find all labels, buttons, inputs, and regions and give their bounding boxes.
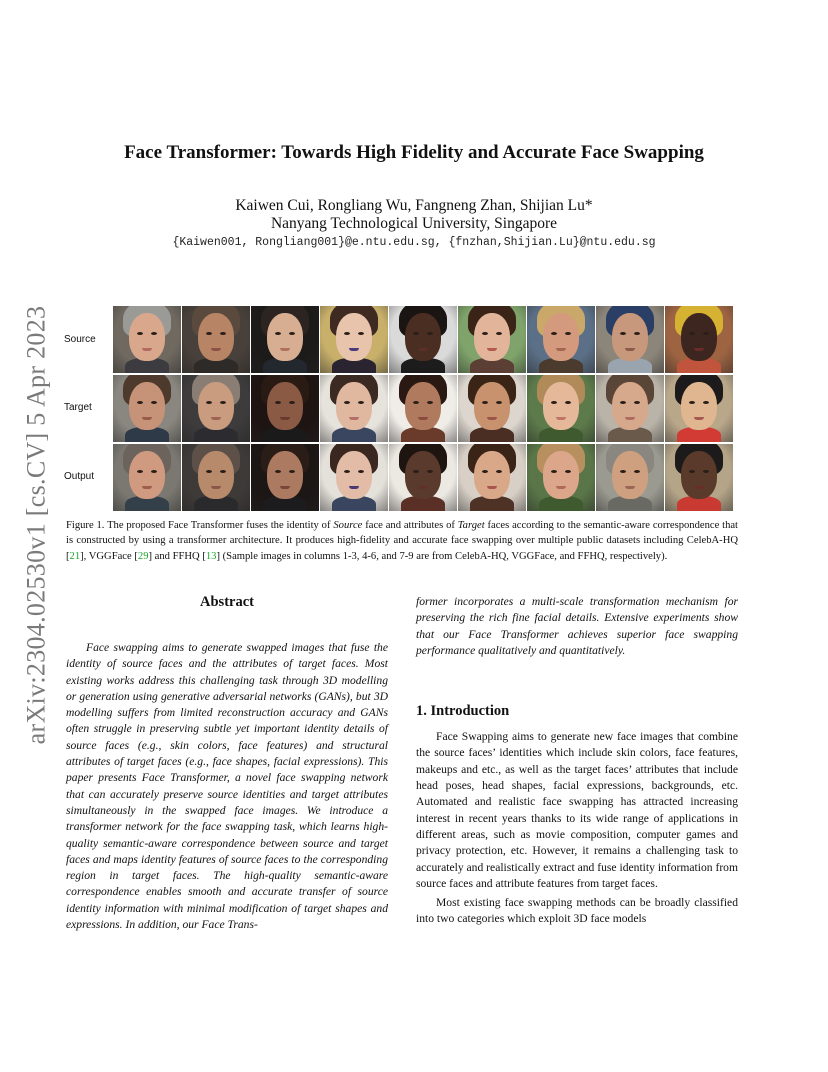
face-image	[113, 444, 181, 511]
caption-source-word: Source	[333, 520, 363, 531]
face-image	[320, 306, 388, 373]
citation-link[interactable]: 29	[137, 550, 149, 562]
row-label-target: Target	[64, 402, 92, 413]
face-image	[320, 444, 388, 511]
paper-title: Face Transformer: Towards High Fidelity and Accurate Face Swapping	[124, 142, 704, 163]
face-image	[320, 375, 388, 442]
arxiv-identifier-text: arXiv:2304.02530v1 [cs.CV] 5 Apr 2023	[21, 305, 50, 745]
face-image	[596, 306, 664, 373]
introduction-paragraph: Most existing face swapping methods can be broadly classified into two categories which exploit 3D face models	[416, 896, 738, 926]
face-image	[665, 306, 733, 373]
face-image	[596, 375, 664, 442]
figure-face-grid	[113, 306, 734, 511]
introduction-heading: 1. Introduction	[416, 703, 510, 720]
face-image	[527, 306, 595, 373]
abstract-heading: Abstract	[200, 594, 254, 610]
face-image	[389, 375, 457, 442]
face-image	[458, 306, 526, 373]
row-label-source: Source	[64, 334, 96, 345]
paper-emails: {Kaiwen001, Rongliang001}@e.ntu.edu.sg, {fnzhan,Shijian.Lu}@ntu.edu.sg	[172, 236, 656, 249]
face-image	[458, 375, 526, 442]
introduction-paragraph: Face Swapping aims to generate new face images that combine the source faces’ identities which include skin colors, face features, makeups and etc., as well as the target faces’ attributes that include head poses, head shapes, facial expressions, backgrounds, etc. Automated and realistic face swapping has attracted increasing interest in recent years thanks to its wide range of applications in different areas, such as movie composition, computer games and privacy protection, etc. However, it remains a challenging task to accurately and realistically extract and fuse identity information from source faces and attribute features from target faces.	[416, 730, 738, 890]
face-image	[596, 444, 664, 511]
arxiv-identifier	[20, 290, 52, 760]
abstract-continued: former incorporates a multi-scale transformation mechanism for preserving the rich fine facial details. Extensive experiments show that our Face Transformer achieves superior face swapping performance qualitatively and quantitatively.	[416, 595, 738, 657]
right-column	[416, 594, 738, 928]
face-image	[389, 306, 457, 373]
paper-authors: Kaiwen Cui, Rongliang Wu, Fangneng Zhan, Shijian Lu*	[235, 197, 593, 214]
face-image	[527, 444, 595, 511]
face-image	[251, 375, 319, 442]
face-image	[458, 444, 526, 511]
face-image	[182, 306, 250, 373]
citation-link[interactable]: 13	[205, 550, 217, 562]
face-image	[251, 306, 319, 373]
face-image	[389, 444, 457, 511]
face-image	[182, 375, 250, 442]
caption-target-word: Target	[457, 520, 485, 531]
paper-affiliation: Nanyang Technological University, Singapore	[270, 215, 558, 232]
face-image	[182, 444, 250, 511]
row-label-output: Output	[64, 471, 95, 482]
abstract-text: Face swapping aims to generate swapped images that fuse the identity of source faces and the attributes of target faces. Most existing works address this challenging task through 3D modelling or generation using generative adversarial networks (GANs), but 3D modelling suffers from limited reconstruction accuracy and GANs often struggle in preserving subtle yet important identity details of source faces (e.g., skin colors, face features) and structural attributes of target faces (e.g., face shapes, facial expressions). This paper presents Face Transformer, a novel face swapping network that can accurately preserve source identities and target attributes simultaneously in the swapped face images. We introduce a transformer network for the face swapping task, which learns high-quality semantic-aware correspondence between source and target faces and maps identity features of source faces to the corresponding region in target faces. The high-quality semantic-aware correspondence enables smooth and accurate transfer of source identity information with minimal modification of target shapes and expressions. In addition, our Face Trans-	[66, 641, 388, 932]
left-column	[66, 594, 388, 933]
face-image	[665, 444, 733, 511]
citation-link[interactable]: 21	[69, 550, 81, 562]
face-image	[113, 375, 181, 442]
face-image	[113, 306, 181, 373]
introduction-body	[416, 729, 738, 928]
figure-caption: Figure 1. The proposed Face Transformer fuses the identity of Source face and attributes of Target faces according to the semantic-aware correspondence that is constructed by using a transformer architecture. It produces high-fidelity and accurate face swapping over multiple public datasets including CelebA-HQ [21], VGGFace [29] and FFHQ [13] (Sample images in columns 1-3, 4-6, and 7-9 are from CelebA-HQ, VGGFace, and FFHQ, respectively).	[66, 520, 739, 562]
face-image	[251, 444, 319, 511]
face-image	[527, 375, 595, 442]
face-image	[665, 375, 733, 442]
